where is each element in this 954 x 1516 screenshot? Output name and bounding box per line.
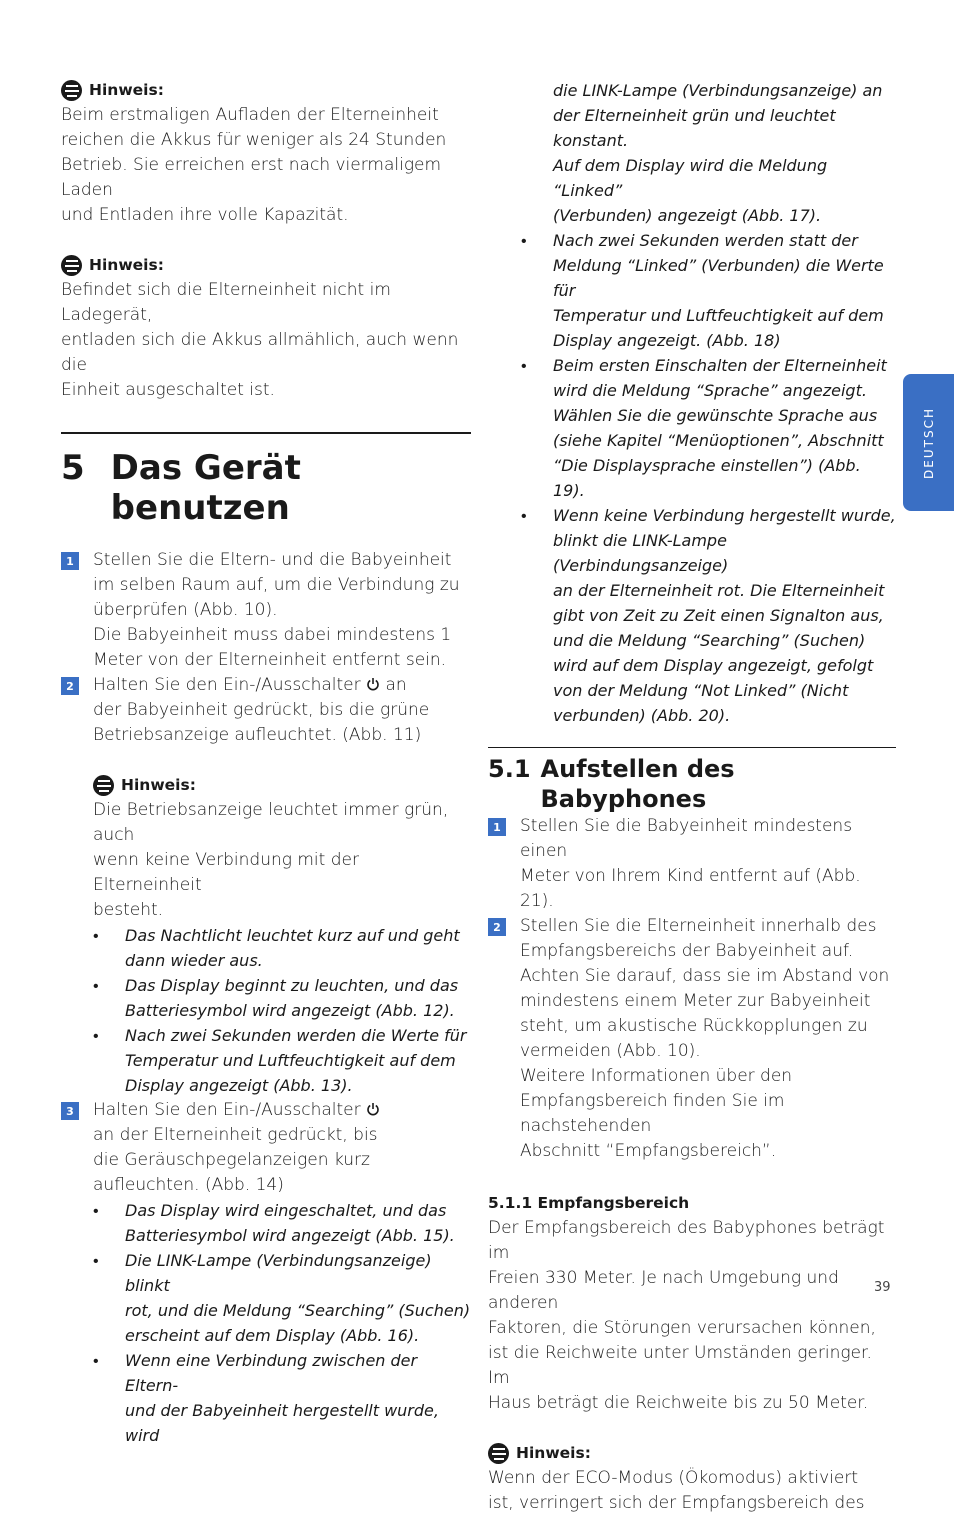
bullet-list: [488, 228, 896, 728]
page-number: 39: [874, 1280, 891, 1295]
step-number: 2: [488, 918, 506, 936]
section-heading: 5.1 Aufstellen des Babyphones: [488, 755, 735, 813]
list-item: die LINK-Lampe (Verbindungsanzeige) an der Elterneinheit grün und leuchtet konstant. Auf dem Display wird die Meldung “Linked” (Verbunden) angezeigt (Abb. 17).: [553, 81, 883, 225]
note-text: Befindet sich die Elterneinheit nicht im Ladegerät, entladen sich die Akkus allmählich, auch wenn die Einheit ausgeschaltet ist.: [61, 280, 459, 400]
note-heading: Hinweis:: [61, 78, 471, 103]
left-column: [61, 78, 471, 1448]
bullet-continuation: [488, 78, 896, 228]
note-block: [61, 78, 471, 228]
power-icon: [366, 1102, 380, 1116]
note-text: Wenn der ECO-Modus (Ökomodus) aktiviert ist, verringert sich der Empfangsbereich des: [488, 1468, 865, 1513]
note-block: [61, 773, 471, 1098]
note-icon: [93, 775, 114, 796]
note-text: Beim erstmaligen Aufladen der Elterneinheit reichen die Akkus für weniger als 24 Stunden Betrieb. Sie erreichen erst nach viermaligem Laden und Entladen ihre volle Kapazität.: [61, 105, 447, 225]
step-number: 2: [61, 677, 79, 695]
step-item: 2 Stellen Sie die Elterneinheit innerhalb des Empfangsbereichs der Babyeinheit auf. Achten Sie darauf, dass sie im Abstand von mindestens einem Meter zur Babyeinheit steht, um akustische Rückkopplungen zu vermeiden (Abb. 10). Weitere Informationen über den Empfangsbereich finden Sie im nachstehenden Abschnitt “Empfangsbereich”.: [488, 914, 896, 1164]
step-item: 2 Halten Sie den Ein-/Ausschalter an der Babyeinheit gedrückt, bis die grüne Betriebsanzeige aufleuchtet. (Abb. 11): [61, 673, 471, 748]
chapter-rule: [61, 432, 471, 434]
step-item: 3 Halten Sie den Ein-/Ausschalter an der Elterneinheit gedrückt, bis die Geräuschpegelanzeigen kurz aufleuchten. (Abb. 14) • Das Display wird eingeschaltet, und das Batteriesymbol wird angezeigt (Abb. 15). • Die LINK-Lampe (Verbindungsanzeige) blinkt rot, und die Meldung “Searching” (Suchen) erscheint auf dem Display (Abb. 16). • Wenn eine Verbindung zwischen der Eltern- und der Babyeinheit hergestellt wurde, wird: [61, 1098, 471, 1448]
step-number: 1: [488, 818, 506, 836]
list-item: • Das Display wird eingeschaltet, und das Batteriesymbol wird angezeigt (Abb. 15).: [93, 1198, 471, 1248]
step-number: 1: [61, 552, 79, 570]
list-item: • Wenn keine Verbindung hergestellt wurde, blinkt die LINK-Lampe (Verbindungsanzeige) an der Elterneinheit rot. Die Elterneinheit gibt von Zeit zu Zeit einen Signalton aus, und die Meldung “Searching” (Suchen) wird auf dem Display angezeigt, gefolgt von der Meldung “Not Linked” (Nicht verbunden) (Abb. 20).: [521, 503, 896, 728]
list-item: • Beim ersten Einschalten der Elterneinheit wird die Meldung “Sprache” angezeigt. Wählen Sie die gewünschte Sprache aus (siehe Kapitel “Menüoptionen”, Abschnitt “Die Displaysprache einstellen”) (Abb. 19).: [521, 353, 896, 503]
note-heading: Hinweis:: [61, 253, 471, 278]
language-tab: DEUTSCH: [903, 374, 954, 511]
bullet-list: [93, 1198, 471, 1448]
list-item: • Nach zwei Sekunden werden statt der Meldung “Linked” (Verbunden) die Werte für Temperatur und Luftfeuchtigkeit auf dem Display angezeigt. (Abb. 18): [521, 228, 896, 353]
list-item: • Nach zwei Sekunden werden die Werte für Temperatur und Luftfeuchtigkeit auf dem Display angezeigt (Abb. 13).: [93, 1023, 471, 1098]
note-block: [488, 1441, 896, 1516]
section-rule: [488, 747, 896, 748]
note-text: Die Betriebsanzeige leuchtet immer grün, auch wenn keine Verbindung mit der Elterneinheit besteht.: [93, 800, 449, 920]
step-number: 3: [61, 1102, 79, 1120]
list-item: • Das Display beginnt zu leuchten, und das Batteriesymbol wird angezeigt (Abb. 12).: [93, 973, 471, 1023]
right-column: [488, 78, 896, 1516]
subsection-heading: 5.1.1 Empfangsbereich: [488, 1194, 690, 1212]
note-block: [61, 253, 471, 403]
list-item: • Die LINK-Lampe (Verbindungsanzeige) blinkt rot, und die Meldung “Searching” (Suchen) erscheint auf dem Display (Abb. 16).: [93, 1248, 471, 1348]
list-item: • Wenn eine Verbindung zwischen der Eltern- und der Babyeinheit hergestellt wurde, wird: [93, 1348, 471, 1448]
step-item: 1 Stellen Sie die Eltern- und die Babyeinheit im selben Raum auf, um die Verbindung zu überprüfen (Abb. 10). Die Babyeinheit muss dabei mindestens 1 Meter von der Elterneinheit entfernt sein.: [61, 548, 471, 673]
power-icon: [366, 677, 380, 691]
note-heading: Hinweis:: [488, 1441, 896, 1466]
subsection-text: Der Empfangsbereich des Babyphones beträgt im Freien 330 Meter. Je nach Umgebung und anderen Faktoren, die Störungen verursachen können, ist die Reichweite unter Umständen geringer. Im Haus beträgt die Reichweite bis zu 50 Meter.: [488, 1218, 885, 1413]
list-item: • Das Nachtlicht leuchtet kurz auf und geht dann wieder aus.: [93, 923, 471, 973]
note-icon: [61, 80, 82, 101]
note-icon: [61, 255, 82, 276]
note-icon: [488, 1443, 509, 1464]
note-heading: Hinweis:: [93, 773, 471, 798]
step-item: 1 Stellen Sie die Babyeinheit mindestens einen Meter von Ihrem Kind entfernt auf (Abb. 21).: [488, 814, 896, 914]
chapter-heading: 5 Das Gerät benutzen: [61, 448, 301, 528]
bullet-list: [93, 923, 471, 1098]
